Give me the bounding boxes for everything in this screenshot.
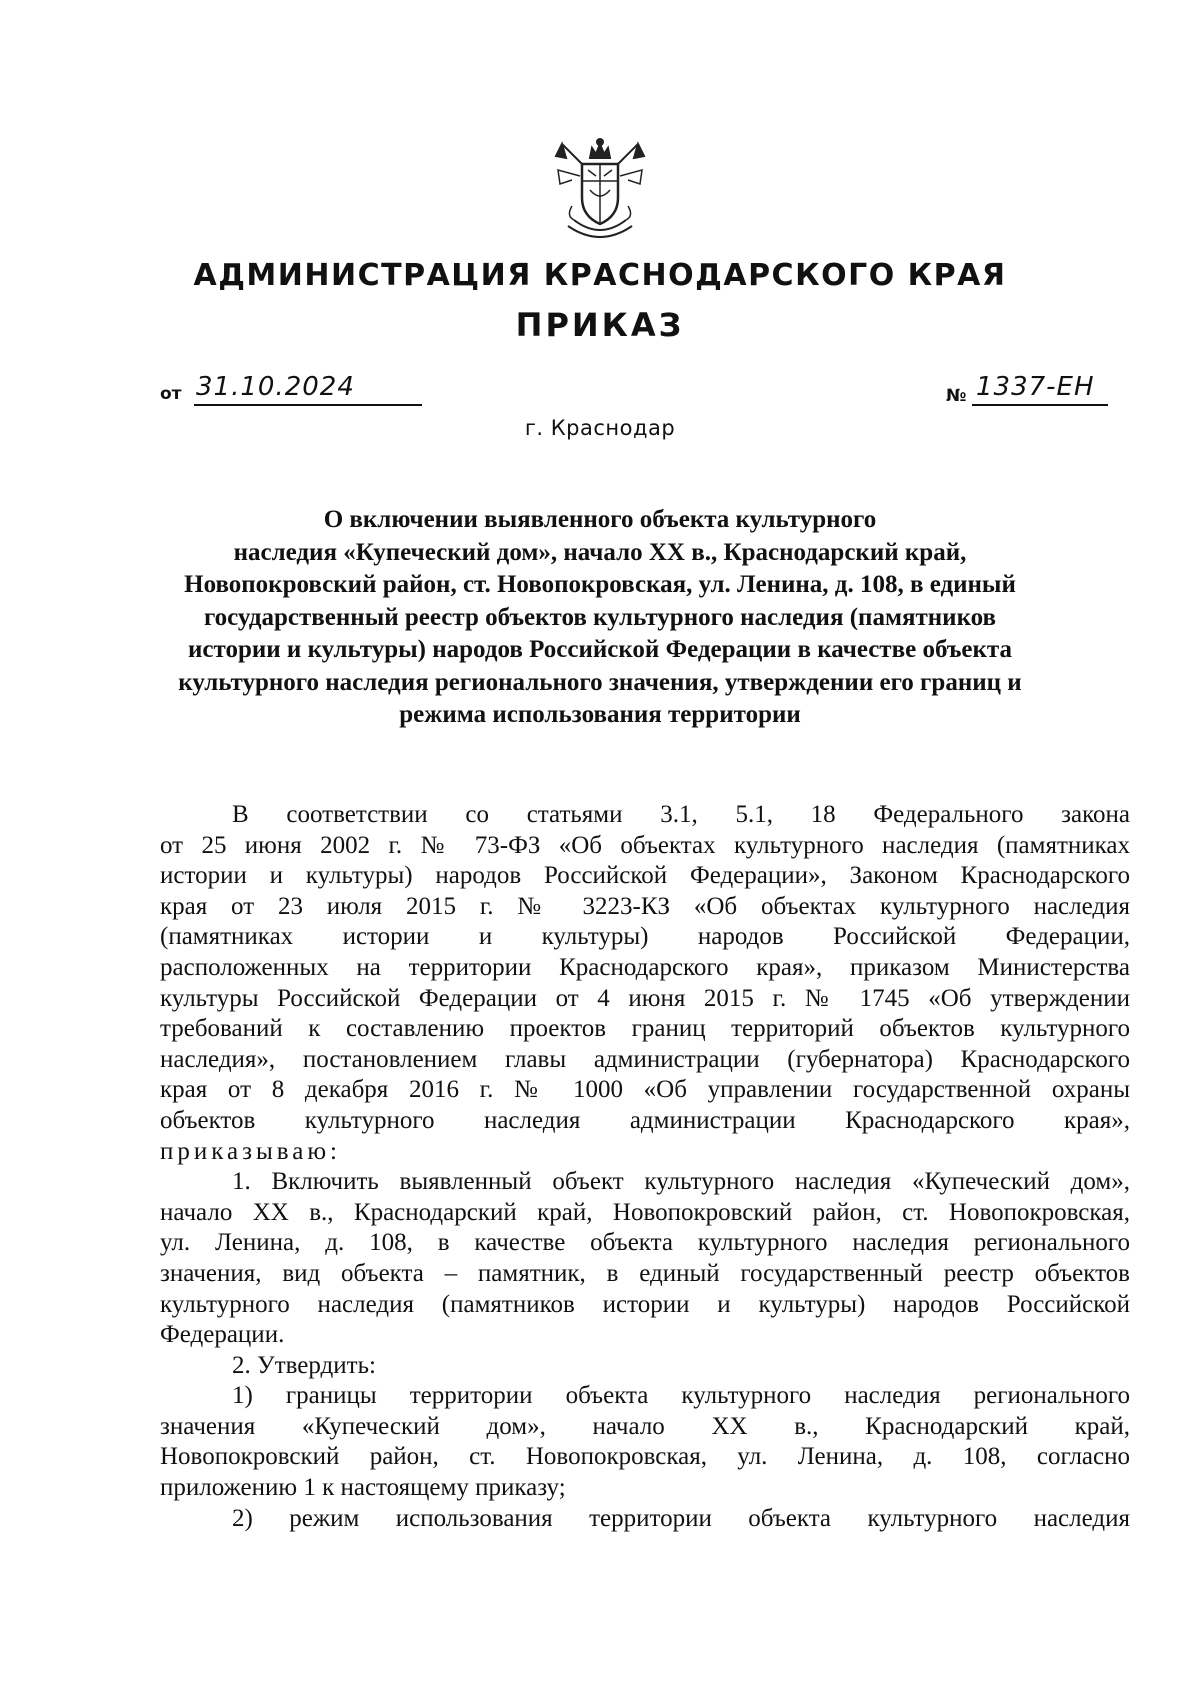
document-type: ПРИКАЗ — [515, 306, 685, 344]
body-line: Федерации. — [160, 1321, 285, 1349]
title-line: режима использования территории — [399, 701, 801, 728]
number-value: 1337-ЕН — [976, 372, 1095, 402]
body-line: Новопокровский район, ст. Новопокровская, ул. Ленина, д. 108, согласно — [160, 1443, 1130, 1471]
body-line: края от 8 декабря 2016 г. № 1000 «Об управлении государственной охраны — [160, 1076, 1130, 1104]
number-field — [946, 372, 1146, 418]
body-line: 2) режим использования территории объекта культурного наследия — [232, 1504, 1130, 1532]
body-line: требований к составлению проектов границ территорий объектов культурного — [160, 1015, 1130, 1043]
body-line: расположенных на территории Краснодарского края», приказом Министерства — [160, 953, 1130, 981]
number-underline — [972, 404, 1108, 406]
body-line: объектов культурного наследия администрации Краснодарского края», — [160, 1106, 1130, 1134]
title-line: истории и культуры) народов Российской Федерации в качестве объекта — [188, 636, 1012, 663]
body-line: ул. Ленина, д. 108, в качестве объекта культурного наследия регионального — [160, 1229, 1130, 1257]
title-line: О включении выявленного объекта культурного — [323, 506, 877, 533]
date-label: от — [160, 384, 182, 404]
body-line: 1. Включить выявленный объект культурного наследия «Купеческий дом», — [232, 1168, 1130, 1196]
body-line: начало XX в., Краснодарский край, Новопокровский район, ст. Новопокровская, — [160, 1198, 1130, 1226]
body-line: 1) границы территории объекта культурного наследия регионального — [232, 1382, 1130, 1410]
title-line: Новопокровский район, ст. Новопокровская, ул. Ленина, д. 108, в единый — [184, 571, 1016, 598]
document-title — [150, 504, 1050, 732]
date-underline — [194, 404, 422, 406]
date-value: 31.10.2024 — [196, 372, 355, 402]
city-label: г. Краснодар — [524, 416, 676, 440]
document-body — [160, 800, 1130, 1534]
body-line: края от 23 июля 2015 г. № 3223-КЗ «Об объектах культурного наследия — [160, 892, 1130, 920]
body-line: культуры Российской Федерации от 4 июня 2015 г. № 1745 «Об утверждении — [160, 984, 1130, 1012]
body-line: значения, вид объекта – памятник, в единый государственный реестр объектов — [160, 1259, 1130, 1287]
body-line: 2. Утвердить: — [232, 1351, 376, 1379]
issuing-authority: АДМИНИСТРАЦИЯ КРАСНОДАРСКОГО КРАЯ — [193, 258, 1007, 293]
body-line: (памятниках истории и культуры) народов Российской Федерации, — [160, 923, 1130, 951]
coat-of-arms-emblem — [552, 136, 648, 248]
number-label: № — [946, 386, 967, 406]
date-field — [160, 372, 420, 418]
body-line: наследия», постановлением главы администрации (губернатора) Краснодарского — [160, 1045, 1130, 1073]
body-line: культурного наследия (памятников истории и культуры) народов Российской — [160, 1290, 1130, 1318]
title-line: наследия «Купеческий дом», начало XX в., Краснодарский край, — [233, 538, 967, 566]
body-line: от 25 июня 2002 г. № 73-ФЗ «Об объектах культурного наследия (памятниках — [160, 831, 1130, 859]
body-line: В соответствии со статьями 3.1, 5.1, 18 Федерального закона — [232, 801, 1130, 828]
title-line: государственный реестр объектов культурного наследия (памятников — [203, 603, 997, 631]
body-line: значения «Купеческий дом», начало XX в., Краснодарский край, — [160, 1412, 1130, 1440]
title-line: культурного наследия регионального значения, утверждении его границ и — [178, 668, 1022, 696]
body-line: истории и культуры) народов Российской Федерации», Законом Краснодарского — [160, 862, 1130, 890]
body-line: приложению 1 к настоящему приказу; — [160, 1474, 566, 1502]
decree-word: приказываю: — [160, 1137, 341, 1165]
